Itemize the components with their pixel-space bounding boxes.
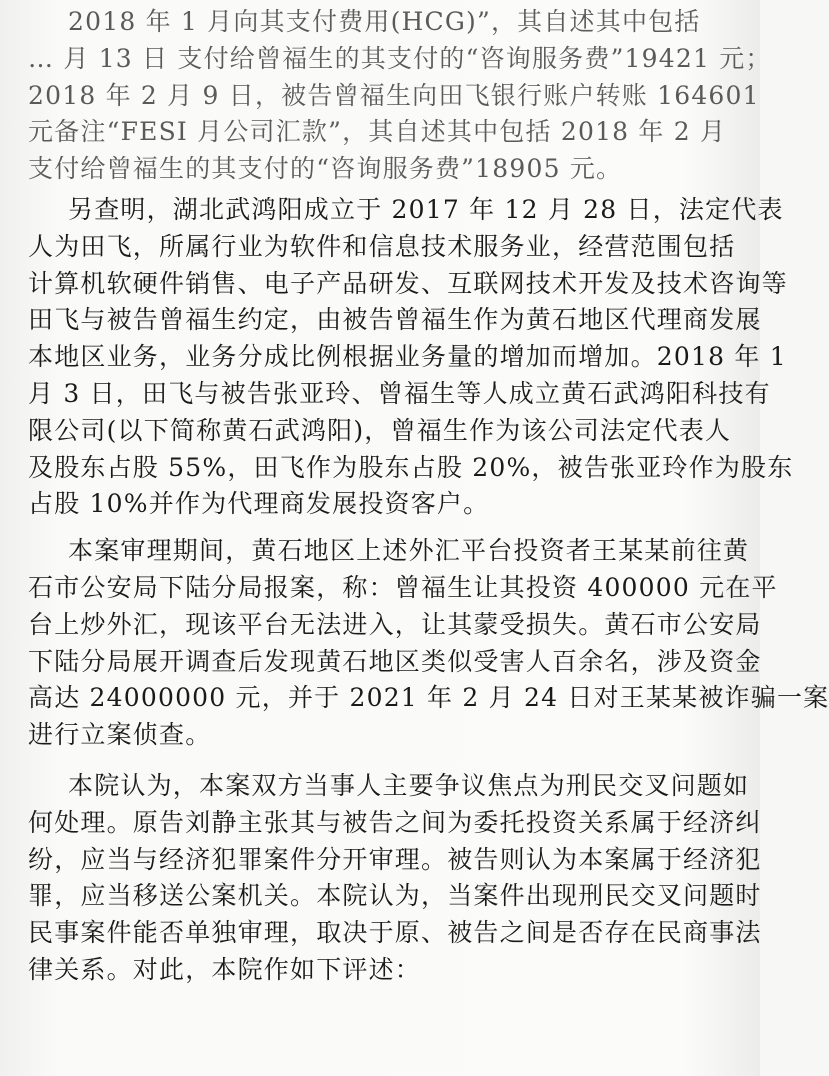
text-line: … 月 13 日 支付给曾福生的其支付的“咨询服务费”19421 元； — [28, 43, 772, 73]
text-line: 元备注“FESI 月公司汇款”，其自述其中包括 2018 年 2 月 — [28, 117, 727, 147]
text-line: 石市公安局下陆分局报案，称：曾福生让其投资 400000 元在平 — [28, 572, 778, 602]
text-line: 2018 年 1 月向其支付费用(HCG)”，其自述其中包括 — [68, 7, 701, 36]
text-line: 民事案件能否单独审理，取决于原、被告之间是否存在民商事法 — [28, 918, 762, 948]
text-line: 月 3 日，田飞与被告张亚玲、曾福生等人成立黄石武鸿阳科技有 — [28, 378, 771, 408]
text-line: 及股东占股 55%，田飞作为股东占股 20%，被告张亚玲作为股东 — [28, 452, 794, 482]
text-line: 支付给曾福生的其支付的“咨询服务费”18905 元。 — [28, 154, 623, 184]
text-line: 2018 年 2 月 9 日，被告曾福生向田飞银行账户转账 164601 — [28, 80, 760, 110]
text-line: 限公司(以下简称黄石武鸿阳)，曾福生作为该公司法定代表人 — [28, 415, 732, 445]
text-line: 人为田飞，所属行业为软件和信息技术服务业，经营范围包括 — [28, 231, 736, 261]
text-line: 进行立案侦查。 — [28, 720, 212, 750]
text-line: 纷，应当与经济犯罪案件分开审理。被告则认为本案属于经济犯 — [28, 844, 762, 874]
paragraph-payments — [28, 4, 772, 188]
text-line: 罪，应当移送公案机关。本院认为，当案件出现刑民交叉问题时 — [28, 881, 762, 911]
text-line: 本地区业务，业务分成比例根据业务量的增加而增加。2018 年 1 — [28, 342, 787, 372]
text-line: 计算机软硬件销售、电子产品研发、互联网技术开发及技术咨询等 — [28, 268, 788, 298]
text-line: 何处理。原告刘静主张其与被告之间为委托投资关系属于经济纠 — [28, 807, 762, 837]
text-line: 高达 24000000 元，并于 2021 年 2 月 24 日对王某某被诈骗一案 — [28, 683, 829, 713]
text-line: 下陆分局展开调查后发现黄石地区类似受害人百余名，涉及资金 — [28, 646, 762, 676]
paragraph-court-opinion — [28, 768, 762, 989]
text-line: 另查明，湖北武鸿阳成立于 2017 年 12 月 28 日，法定代表 — [68, 194, 784, 224]
text-line: 台上炒外汇，现该平台无法进入，让其蒙受损失。黄石市公安局 — [28, 609, 762, 639]
text-line: 田飞与被告曾福生约定，由被告曾福生作为黄石地区代理商发展 — [28, 305, 762, 335]
text-line: 本院认为，本案双方当事人主要争议焦点为刑民交叉问题如 — [68, 770, 750, 800]
paragraph-company-facts — [28, 192, 794, 523]
text-line: 律关系。对此，本院作如下评述： — [28, 954, 422, 984]
paragraph-police-report — [28, 533, 829, 754]
text-line: 占股 10%并作为代理商发展投资客户。 — [28, 489, 490, 519]
text-line: 本案审理期间，黄石地区上述外汇平台投资者王某某前往黄 — [68, 536, 750, 566]
